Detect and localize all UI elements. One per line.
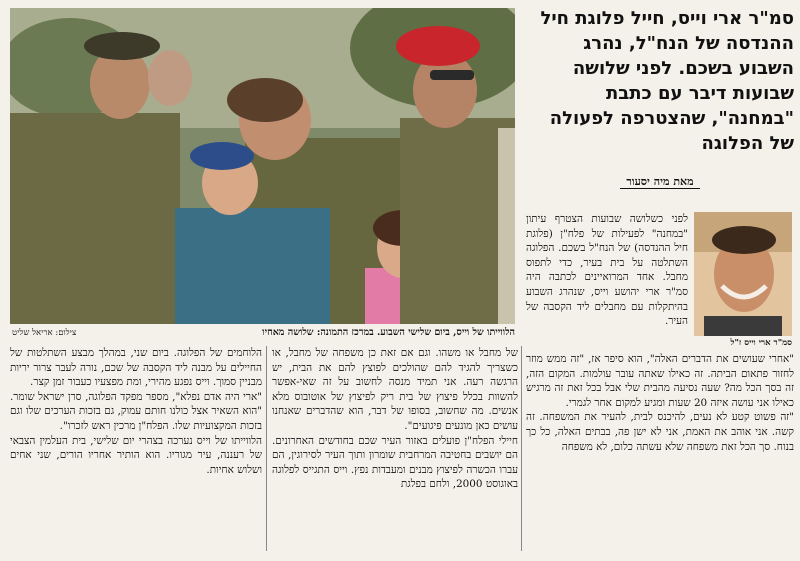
headline: סמ"ר ארי וייס, חייל פלוגת חיל ההנדסה של הנח"ל, נהרג השבוע בשכם. לפני שלושה שבועות דיבר עם כתבת "במחנה", שהצטרפה לפעולה של הפלוגה xyxy=(540,8,794,154)
paragraph: הלווייתו של וייס נערכה בצהרי יום שלישי, בית העלמין הצבאי של רעננה, עיר מגוריו. הוא הותיר אחריו הורים, שני אחים ושלוש אחיות. xyxy=(10,434,262,476)
funeral-photo xyxy=(10,8,515,324)
byline-text: מאת מיה יסעור xyxy=(620,175,699,189)
photo-credit: צילום: אריאל שליט xyxy=(12,328,77,338)
paragraph: "אחרי שעושים את הדברים האלה", הוא סיפר אז, "זה ממש מוזר לחזור פתאום הביתה. זה כאילו שאתה עובר עולמות. המקום הזה, זה בסך הכל מה? שעה נסיעה מהבית שלי אבל בכל זאת זה מרגיש כאילו אני עושה איזה 20 שעות ומגיע למקום אחר לגמרי. xyxy=(526,353,794,409)
portrait-drawing xyxy=(694,212,792,336)
paragraph: "זה פשוט קטע לא נעים, להיכנס לבית, להעיר את המשפחה. זה קשה. אני אוהב את האמת, אני לא ישן פה, בבתים האלה, כל כך בנוח. סך הכל זאת משפחה שלא עשתה כלום, לא משפחה xyxy=(526,411,794,453)
article-column-left xyxy=(10,346,262,477)
paragraph: חיילי הפלח"ן פועלים באזור העיר שכם בחודשים האחרונים. הם יושבים בחטיבה המרחבית שומרון ותוך העיר לסירוגין, הם עברו הכשרה לפיצוץ מבנים ומעבדות נפץ. וייס התגייס לפלוגה באוגוסט 2000, ולחם בפלגת xyxy=(272,434,518,491)
paragraph: "ארי היה אדם נפלא", מספר מפקד הפלוגה, סרן ישראל שומר. "הוא השאיר אצל כולנו חותם עמוק, גם בזכות הערכים שלו וגם בזכות המקצועיות שלו. הפלח"ן מרכין ראש לזכרו". xyxy=(10,390,262,432)
article-column-right xyxy=(526,352,794,454)
photo-caption-text: הלווייתו של וייס, ביום שלישי השבוע. במרכז התמונה: שלושה מאחיו xyxy=(262,327,515,338)
intro-paragraph xyxy=(526,212,688,352)
photo-caption xyxy=(10,325,515,341)
paragraph: הלוחמים של הפלוגה. ביום שני, במהלך מבצע השתלטות של החיילים על מבנה ליד הקסבה של שכם, נורה לעבר צרור יריות מבניין סמוך. וייס נפגע מהירי, ומת מפצעיו כעבור זמן קצר. xyxy=(10,347,262,389)
byline xyxy=(526,175,794,188)
portrait-caption: סמ"ר ארי וייס ז"ל xyxy=(730,338,792,348)
column-divider xyxy=(266,346,267,551)
funeral-photo-drawing xyxy=(10,8,515,324)
paragraph: של מחבל או משהו. וגם אם זאת כן משפחה של מחבל, או כשצריך להגיד להם שהולכים לפוצץ להם את הבית, יש הרגשה רעה. אני תמיד מנסה לחשוב על זה שאי-אפשר להשוות בכלל פיצוץ של בית ריק לפיצוץ של אוטובוס מלא אנשים. מה שחשוב, בסופו של דבר, הוא שהדברים שאנחנו עושים כאן מונעים פיגועים". xyxy=(272,347,518,432)
article-column-middle xyxy=(272,346,518,492)
column-divider xyxy=(521,346,522,551)
portrait-photo xyxy=(694,212,792,336)
intro-text: לפני כשלושה שבועות הצטרף עיתון "במחנה" לפעילות של פלח"ן (פלוגת חיל ההנדסה) של הנח"ל בשכם. הפלוגה השתלטה על בית בעיר, כדי לתפוס מחבל. אחד המרואיינים לכתבה היה סמ"ר ארי יהושע וייס, שנהרג השבוע בהיתקלות עם מחבלים ליד הקסבה של העיר. xyxy=(526,213,688,328)
